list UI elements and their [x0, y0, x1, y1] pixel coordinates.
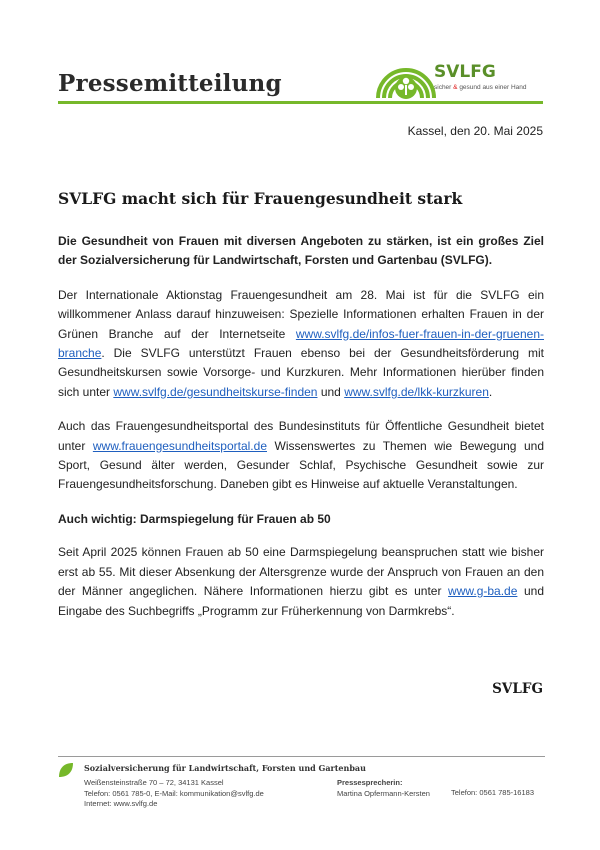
footer-organization: Sozialversicherung für Landwirtschaft, Forsten und Gartenbau — [84, 763, 366, 773]
link-frauengesundheitsportal[interactable]: www.frauengesundheitsportal.de — [92, 438, 267, 453]
press-phone: Telefon: 0561 785-16183 — [451, 788, 534, 797]
headline: SVLFG macht sich für Frauengesundheit stark — [58, 189, 463, 208]
lead-paragraph: Die Gesundheit von Frauen mit diversen Angeboten zu stärken, ist ein großes Ziel der Sozialversicherung für Landwirtschaft, Forsten und Gartenbau (SVLFG). — [58, 234, 544, 268]
footer-divider — [58, 756, 545, 757]
logo-slogan: sicher & gesund aus einer Hand — [434, 84, 527, 91]
footer-press-contact — [337, 778, 430, 799]
paragraph-darmspiegelung: Seit April 2025 können Frauen ab 50 eine Darmspiegelung beanspruchen statt wie bisher erst ab 55. Mit dieser Absenkung der Altersgrenze wurde der Anspruch von Frauen an den der Männer angeglichen. Nähere Informationen hierzu gibt es unter www.g-ba.de und Eingabe des Suchbegriffs „Programm zur Früherkennung von Darmkrebs“. — [58, 545, 544, 618]
page-title: Pressemitteilung — [58, 70, 282, 97]
link-infos-fuer-frauen[interactable]: www.svlfg.de/infos-fuer-frauen-in-der-gruenen-branche — [58, 326, 544, 361]
link-kurzkuren[interactable]: www.svlfg.de/lkk-kurzkuren — [344, 384, 489, 399]
press-label: Pressesprecherin: — [337, 778, 403, 787]
footer-contact — [84, 778, 264, 810]
link-gesundheitskurse[interactable]: www.svlfg.de/gesundheitskurse-finden — [113, 384, 318, 399]
leaf-icon — [58, 762, 74, 778]
logo-name: SVLFG — [434, 62, 496, 82]
footer-address: Weißensteinstraße 70 – 72, 34131 Kassel — [84, 778, 224, 787]
article-body — [58, 232, 544, 636]
link-g-ba[interactable]: www.g-ba.de — [448, 584, 518, 599]
signature: SVLFG — [492, 681, 543, 697]
footer-phone-email: Telefon: 0561 785-0, E-Mail: kommunikation@svlfg.de — [84, 788, 264, 798]
place-date: Kassel, den 20. Mai 2025 — [407, 124, 543, 138]
subheading: Auch wichtig: Darmspiegelung für Frauen ab 50 — [58, 511, 331, 526]
paragraph-portal: Auch das Frauengesundheitsportal des Bundesinstituts für Öffentliche Gesundheit bietet unter www.frauengesundheitsportal.de Wissenswertes zu Themen wie Bewegung und Sport, Gesund älter werden, Gesunder Schlaf, Psychische Gesundheit sowie zur Frauengesundheitsforschung. Daneben gibt es Hinweise auf aktuelle Veranstaltungen. — [58, 419, 545, 492]
footer-internet: Internet: www.svlfg.de — [84, 799, 158, 808]
paragraph-aktionstag: Der Internationale Aktionstag Frauengesundheit am 28. Mai ist für die SVLFG ein willkommener Anlass darauf hinzuweisen: Spezielle Informationen erhalten Frauen in der Grünen Branche auf der Internetseite www.svlfg.de/infos-fuer-frauen-in-der-gruenen-branche. Die SVLFG unterstützt Frauen ebenso bei der Gesundheitsförderung mit Gesundheitskursen sowie Vorsorge- und Kurzkuren. Mehr Informationen hierüber finden sich unter www.svlfg.de/gesundheitskurse-finden und www.svlfg.de/lkk-kurzkuren. — [58, 287, 544, 399]
press-name: Martina Opfermann-Kersten — [337, 788, 430, 798]
